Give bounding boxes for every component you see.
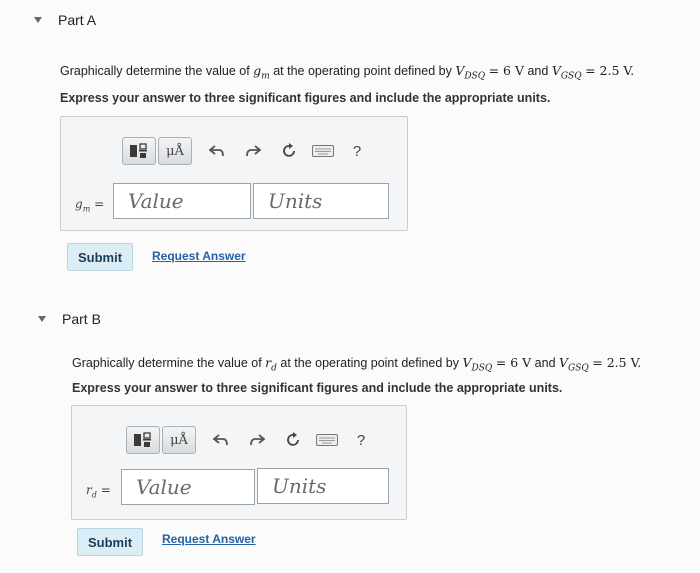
part-a-header[interactable] xyxy=(34,12,96,28)
part-b-header[interactable] xyxy=(38,311,101,327)
prompt-prefix: Graphically determine the value of xyxy=(72,356,262,370)
vgsq-value: = 2.5 V. xyxy=(585,63,635,78)
prompt-prefix: Graphically determine the value of xyxy=(60,64,250,78)
undo-icon[interactable] xyxy=(210,429,232,451)
part-b-prompt xyxy=(72,355,641,374)
templates-icon xyxy=(133,432,153,448)
part-a-value-input[interactable]: Value xyxy=(113,183,251,219)
units-glyph-icon: μÅ xyxy=(170,432,188,448)
part-a-request-answer-link[interactable]: Request Answer xyxy=(152,249,246,263)
and-word: and xyxy=(534,356,556,370)
part-b-submit-button[interactable]: Submit xyxy=(77,528,143,556)
part-b-instruction: Express your answer to three significant figures and include the appropriate units. xyxy=(72,381,563,395)
reset-icon[interactable] xyxy=(278,140,300,162)
vdsq-symbol: $V_{DSQ}$ xyxy=(462,355,493,374)
units-glyph-icon: μÅ xyxy=(166,143,184,159)
collapse-triangle-icon[interactable] xyxy=(34,17,42,23)
units-button[interactable] xyxy=(162,426,196,454)
part-a-var-label: $g_m$ = xyxy=(75,197,105,214)
part-b-title: Part B xyxy=(62,311,101,327)
reset-icon[interactable] xyxy=(282,429,304,451)
part-a-toolbar xyxy=(122,137,368,165)
part-b-toolbar xyxy=(126,426,372,454)
templates-button[interactable] xyxy=(122,137,156,165)
part-a-submit-button[interactable]: Submit xyxy=(67,243,133,271)
symbol-gm: $g_m$ xyxy=(253,63,270,82)
and-word: and xyxy=(527,64,549,78)
part-b-request-answer-link[interactable]: Request Answer xyxy=(162,532,256,546)
part-b-value-input[interactable]: Value xyxy=(121,469,255,505)
vdsq-value: = 6 V xyxy=(495,355,532,370)
templates-icon xyxy=(129,143,149,159)
help-icon[interactable]: ? xyxy=(356,431,366,449)
undo-icon[interactable] xyxy=(206,140,228,162)
collapse-triangle-icon[interactable] xyxy=(38,316,46,322)
symbol-rd: $r_d$ xyxy=(265,355,277,374)
templates-button[interactable] xyxy=(126,426,160,454)
part-b-units-input[interactable]: Units xyxy=(257,468,389,504)
vdsq-value: = 6 V xyxy=(488,63,524,78)
part-b-var-label: $r_d$ = xyxy=(86,483,111,500)
help-icon[interactable]: ? xyxy=(352,142,362,160)
redo-icon[interactable] xyxy=(242,140,264,162)
part-a-prompt xyxy=(60,63,634,82)
keyboard-icon[interactable] xyxy=(312,140,334,162)
vdsq-symbol: $V_{DSQ}$ xyxy=(455,63,486,82)
vgsq-symbol: $V_{GSQ}$ xyxy=(551,63,582,82)
vgsq-symbol: $V_{GSQ}$ xyxy=(559,355,589,374)
keyboard-icon[interactable] xyxy=(316,429,338,451)
prompt-mid: at the operating point defined by xyxy=(273,64,452,78)
units-button[interactable] xyxy=(158,137,192,165)
redo-icon[interactable] xyxy=(246,429,268,451)
part-a-units-input[interactable]: Units xyxy=(253,183,389,219)
prompt-mid: at the operating point defined by xyxy=(280,356,460,370)
part-a-instruction: Express your answer to three significant figures and include the appropriate units. xyxy=(60,91,551,105)
vgsq-value: = 2.5 V. xyxy=(592,355,642,370)
part-a-title: Part A xyxy=(58,12,97,28)
